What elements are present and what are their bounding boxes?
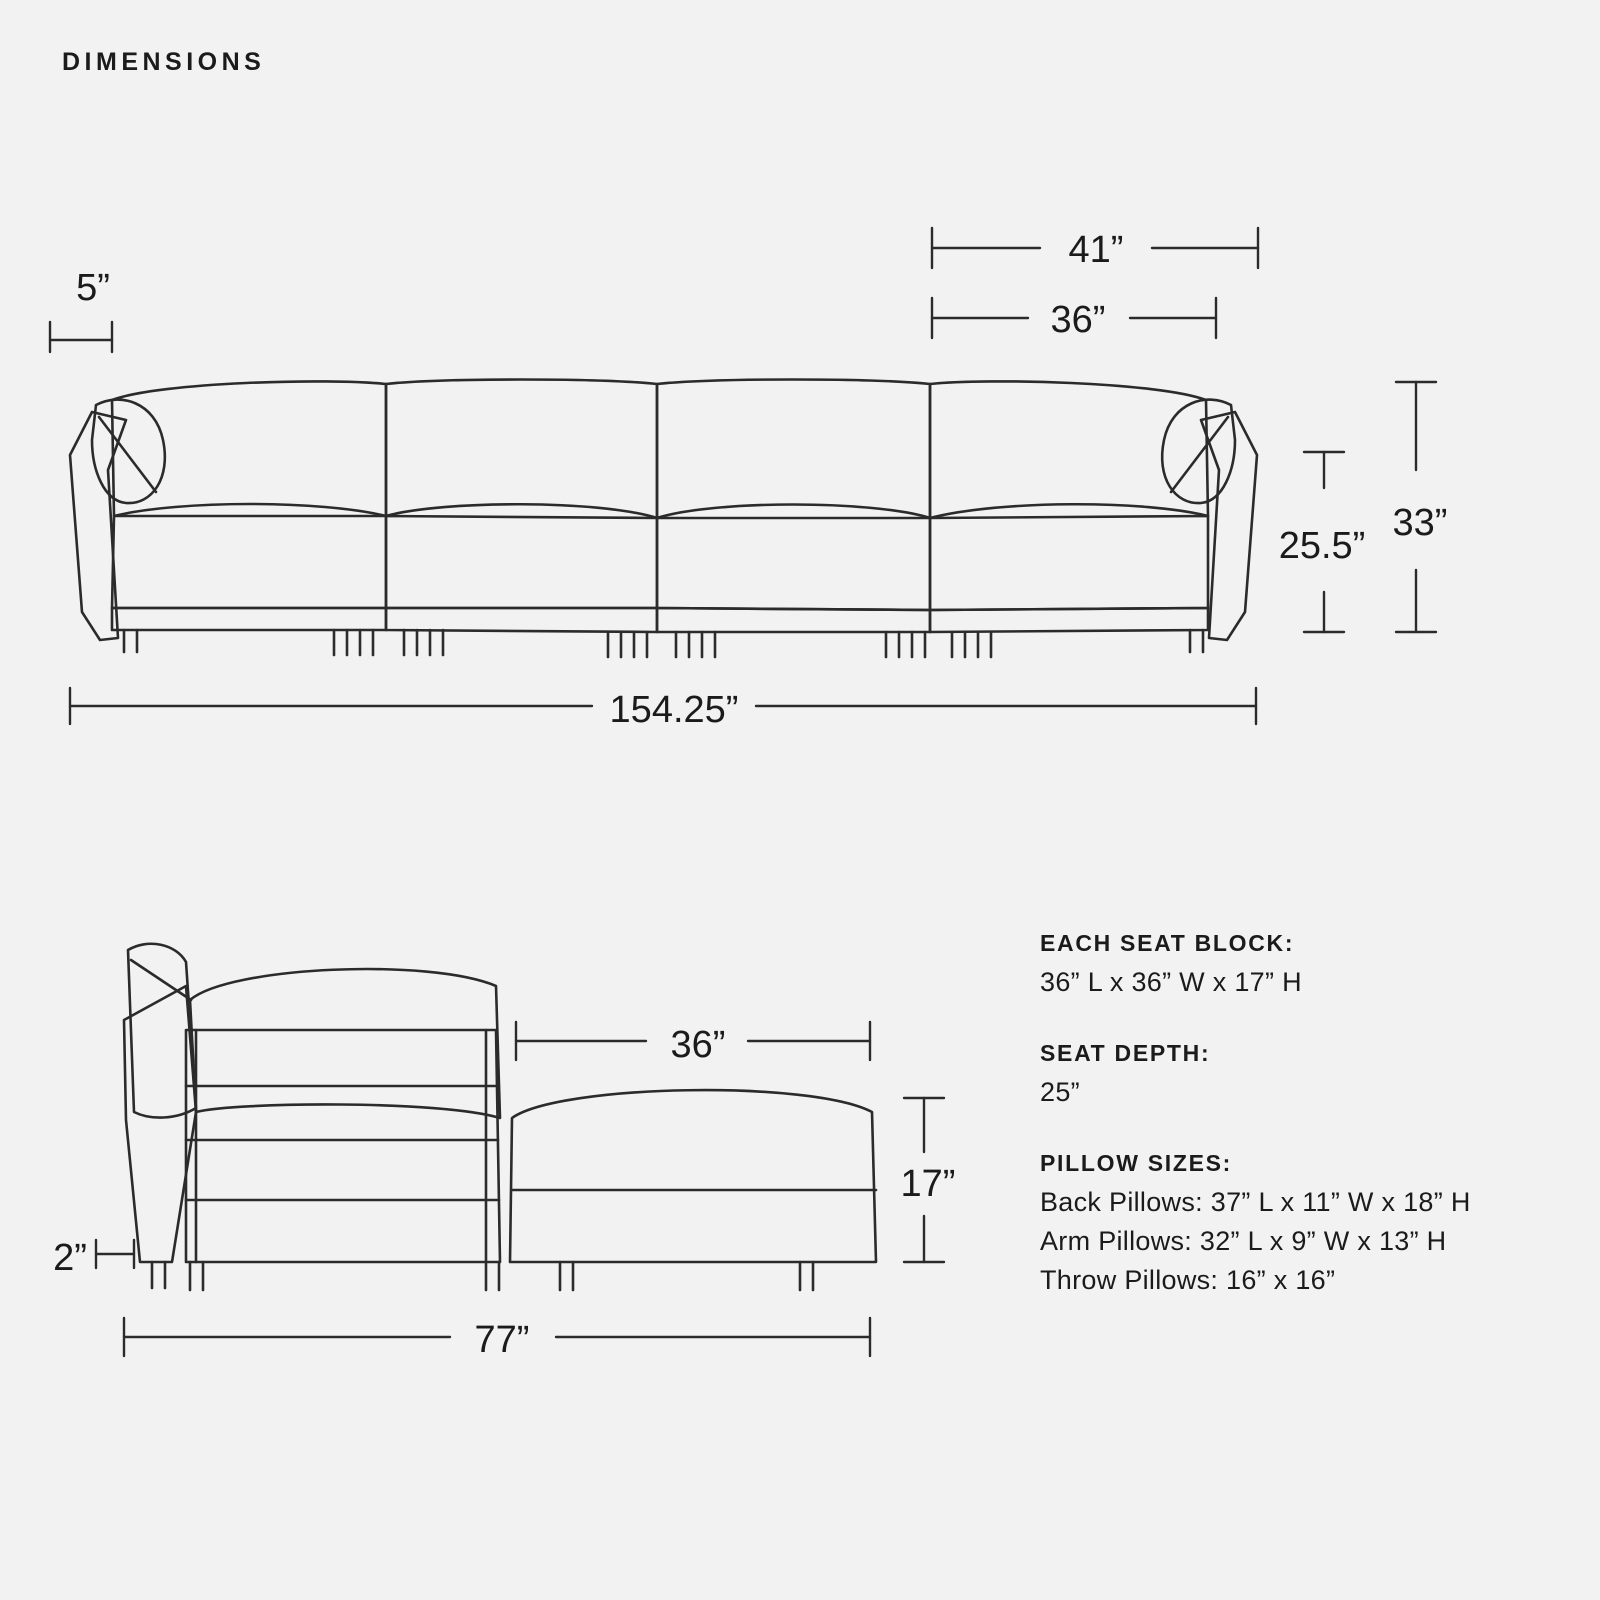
spec-seat-block: [1040, 930, 1560, 998]
base-rail-4: [930, 608, 1208, 632]
spec-heading: EACH SEAT BLOCK:: [1040, 930, 1295, 956]
side-back-pillow-crease: [131, 960, 191, 1000]
label-154-25: 154.25”: [609, 689, 739, 731]
back-cushion-1: [112, 381, 386, 516]
dim-5: [50, 322, 112, 352]
label-17: 17”: [900, 1163, 956, 1205]
seat-block-3: [657, 518, 930, 610]
side-seat-back: [190, 969, 500, 1118]
label-5: 5”: [76, 267, 110, 309]
spec-line: 36” L x 36” W x 17” H: [1040, 967, 1302, 997]
spec-line: Back Pillows: 37” L x 11” W x 18” H: [1040, 1187, 1471, 1217]
base-rail-1: [112, 608, 386, 630]
seat-block-2: [386, 516, 657, 608]
seat-block-4: [930, 516, 1208, 610]
right-arm-outline: [1201, 412, 1257, 640]
dim-2: [96, 1240, 134, 1268]
spec-heading: PILLOW SIZES:: [1040, 1150, 1233, 1176]
base-rail-2: [386, 608, 657, 632]
spec-seat-depth: [1040, 1040, 1560, 1108]
spec-pillow-sizes: [1040, 1150, 1560, 1296]
left-arm-outline: [70, 412, 126, 640]
specs-list: [1040, 930, 1560, 1304]
label-77: 77”: [474, 1319, 530, 1361]
label-36-front: 36”: [1050, 299, 1106, 341]
label-36-side: 36”: [670, 1024, 726, 1066]
back-cushion-3: [657, 380, 930, 519]
back-cushion-4: [930, 381, 1208, 518]
label-33: 33”: [1392, 502, 1448, 544]
spec-line: Arm Pillows: 32” L x 9” W x 13” H: [1040, 1226, 1447, 1256]
page-title: DIMENSIONS: [62, 48, 266, 76]
side-ottoman: [510, 1090, 876, 1262]
side-seat-block: [186, 1030, 500, 1262]
label-2: 2”: [53, 1237, 87, 1279]
spec-heading: SEAT DEPTH:: [1040, 1040, 1211, 1066]
back-cushion-2: [386, 380, 657, 519]
spec-line: 25”: [1040, 1077, 1080, 1107]
side-legs: [152, 1262, 813, 1290]
base-rail-3: [657, 608, 930, 632]
label-41: 41”: [1068, 229, 1124, 271]
spec-line: Throw Pillows: 16” x 16”: [1040, 1265, 1336, 1295]
label-25-5: 25.5”: [1278, 525, 1366, 567]
seat-block-1: [112, 516, 386, 608]
front-legs: [124, 630, 1203, 657]
